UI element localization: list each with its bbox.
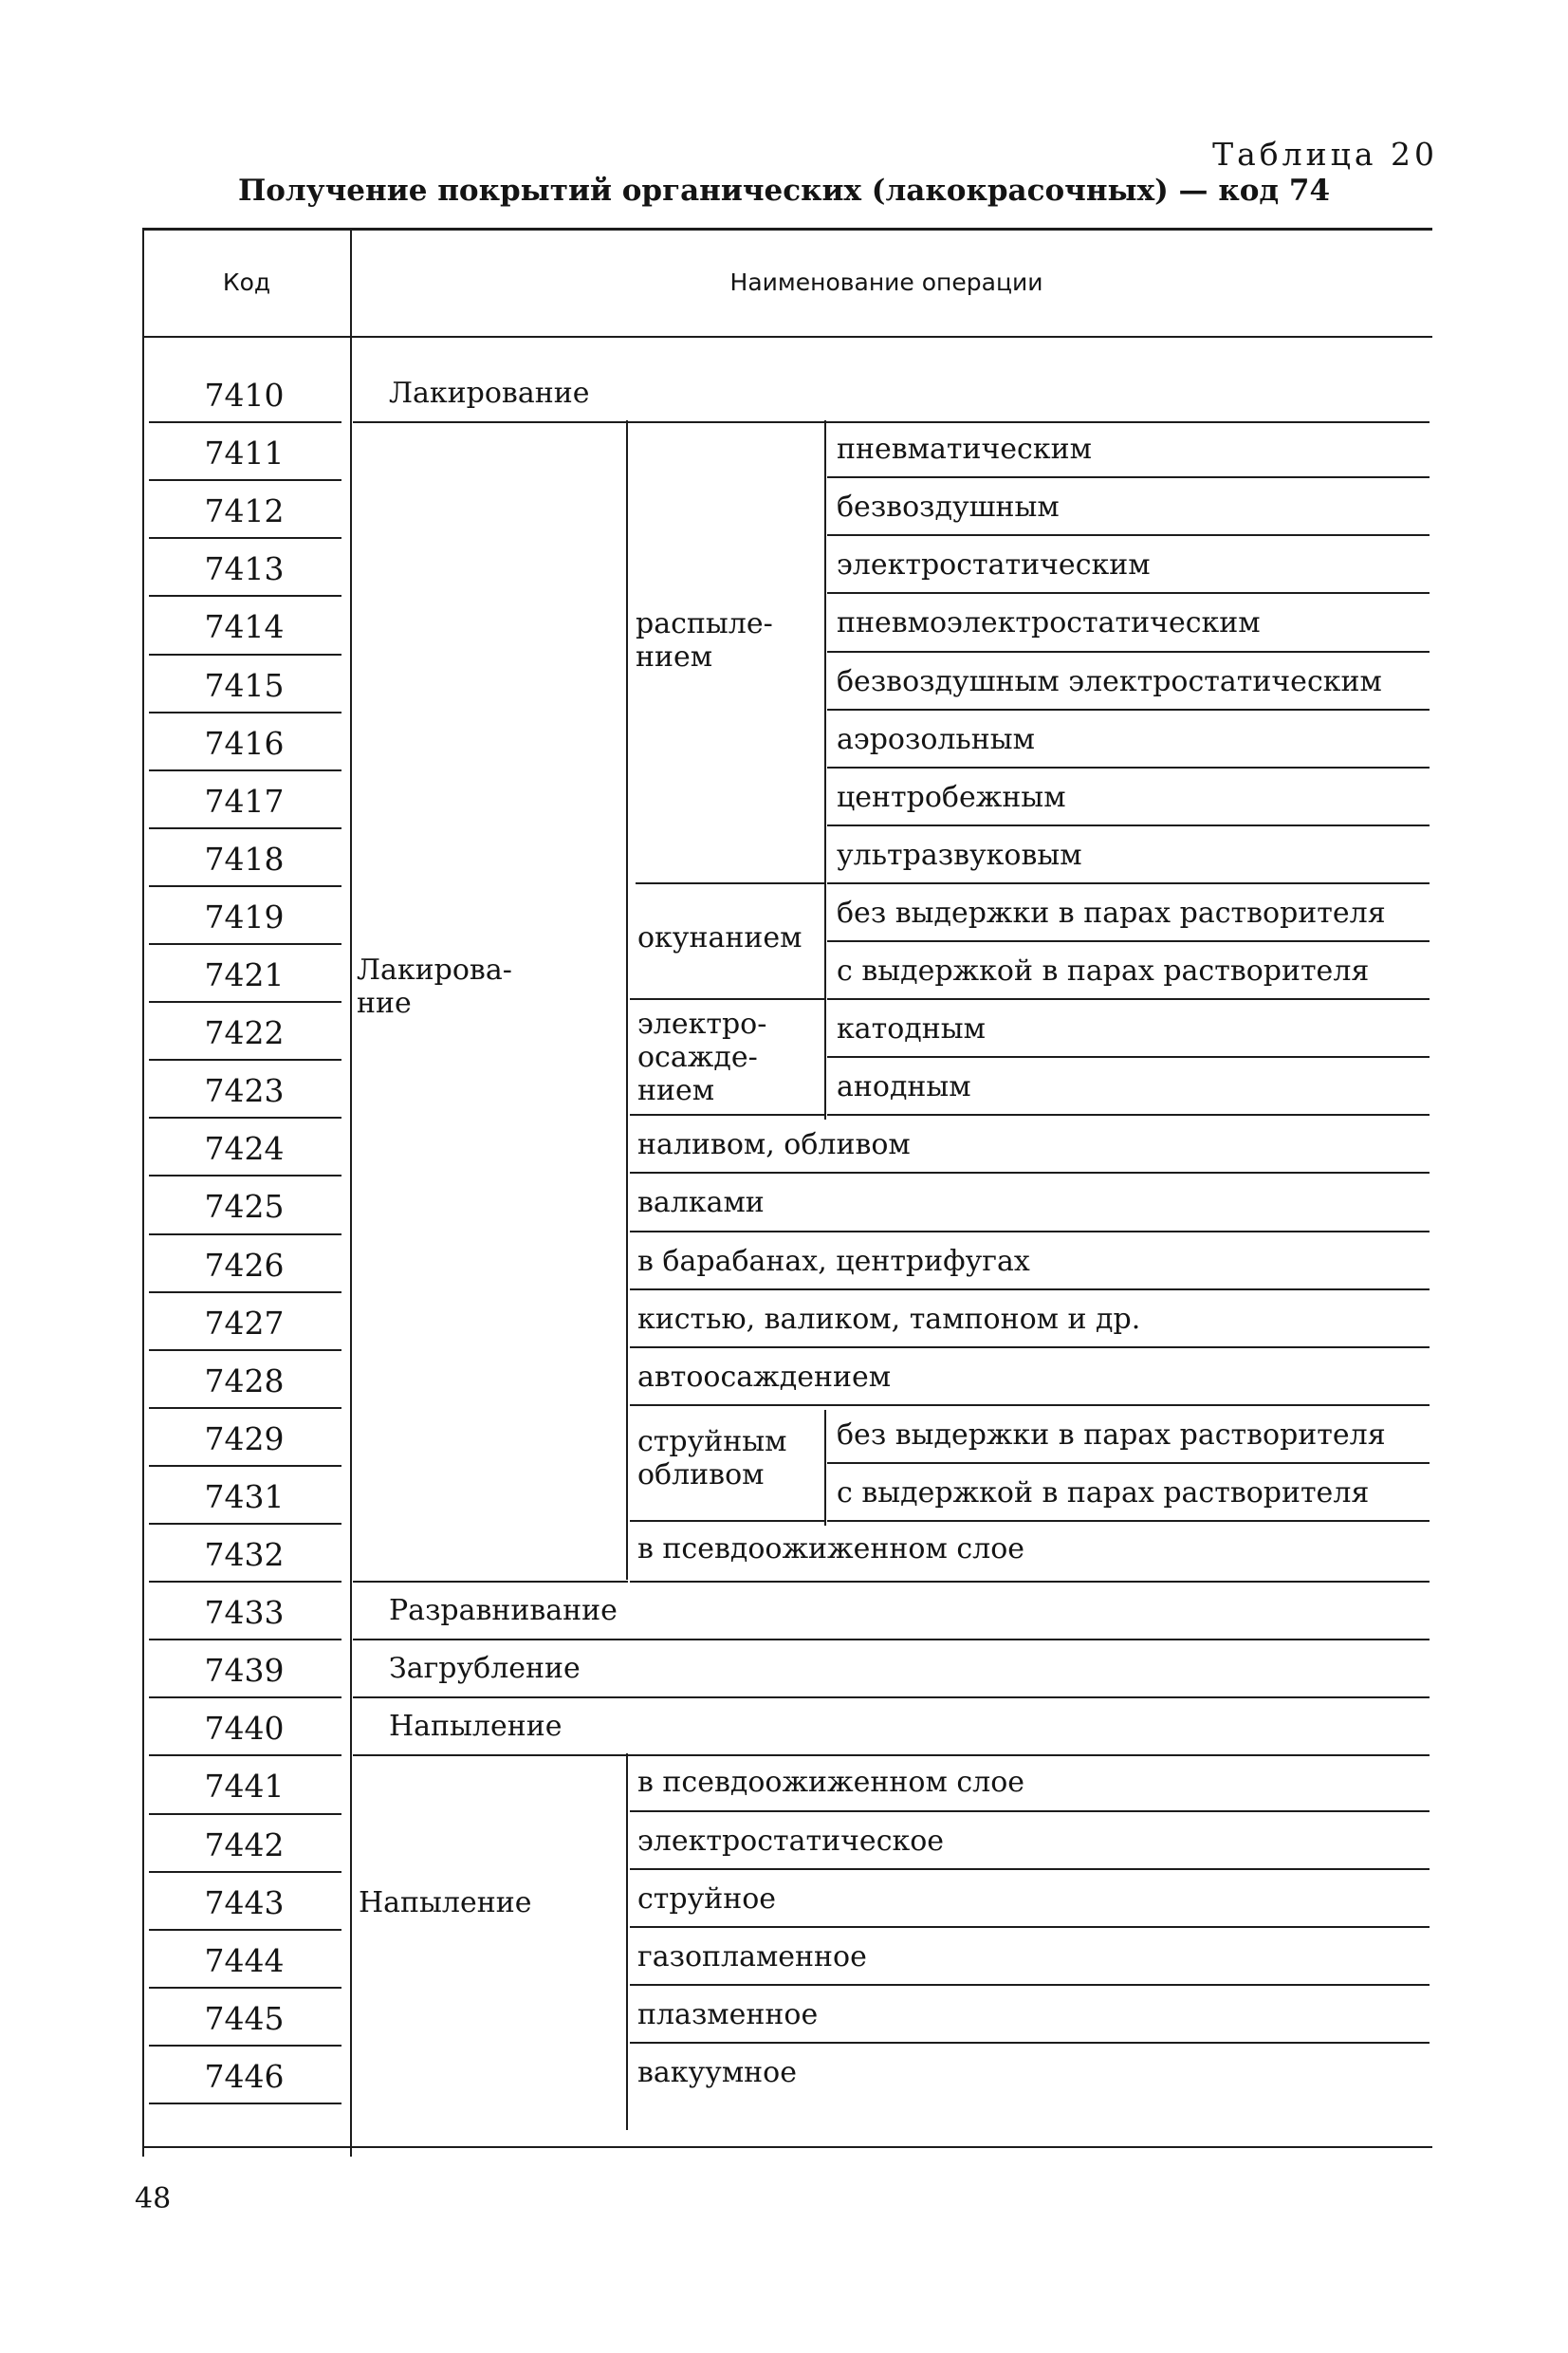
code-row-rule xyxy=(149,1754,341,1756)
spray-method-label: распыле- нием xyxy=(636,607,773,674)
code-row-rule xyxy=(149,885,341,887)
row-rule xyxy=(827,476,1430,478)
row-rule xyxy=(827,534,1430,536)
electro-variant: анодным xyxy=(837,1070,971,1103)
rollers-method-label: валками xyxy=(637,1186,765,1219)
row-rule xyxy=(827,998,1430,1000)
code-row-rule xyxy=(149,827,341,829)
code-cell: 7429 xyxy=(204,1420,285,1457)
code-cell: 7415 xyxy=(204,667,285,704)
code-row-rule xyxy=(149,1639,341,1640)
code-column-divider xyxy=(350,231,352,2157)
page-number: 48 xyxy=(135,2182,172,2215)
table-top-rule xyxy=(142,228,1432,231)
header-operation-name: Наименование операции xyxy=(729,269,1043,296)
row-rule xyxy=(827,940,1430,942)
code-cell: 7413 xyxy=(204,550,285,587)
spray-variant: безвоздушным электростатическим xyxy=(837,665,1382,698)
code-cell: 7428 xyxy=(204,1362,285,1399)
electro-variant: катодным xyxy=(837,1012,986,1046)
table-bottom-rule xyxy=(142,2146,1432,2148)
spraying-variant: газопламенное xyxy=(637,1940,867,1973)
row-rule xyxy=(630,1868,1430,1870)
code-cell: 7431 xyxy=(204,1478,285,1515)
code-cell: 7414 xyxy=(204,608,285,645)
code-row-rule xyxy=(149,479,341,481)
table-title: Получение покрытий органических (лакокрасочных) — код 74 xyxy=(237,174,1331,208)
code-cell: 7439 xyxy=(204,1652,285,1689)
row-rule xyxy=(630,1581,1430,1583)
dip-variant: без выдержки в парах растворителя xyxy=(837,897,1386,930)
jet-variant: с выдержкой в парах растворителя xyxy=(837,1476,1370,1510)
code-cell: 7412 xyxy=(204,492,285,529)
method-rule xyxy=(630,1114,825,1116)
jet-variant: без выдержки в парах растворителя xyxy=(837,1418,1386,1452)
code-cell: 7416 xyxy=(204,725,285,762)
row-rule xyxy=(827,1114,1430,1116)
spray-variant: пневматическим xyxy=(837,433,1092,466)
code-row-rule xyxy=(149,1349,341,1351)
code-row-rule xyxy=(149,1871,341,1873)
fluidized-method-label: в псевдоожиженном слое xyxy=(637,1532,1025,1566)
method-rule xyxy=(630,1520,825,1522)
code-cell: 7426 xyxy=(204,1247,285,1284)
row-rule xyxy=(630,1231,1430,1232)
row-rule xyxy=(630,1288,1430,1290)
code-cell: 7417 xyxy=(204,783,285,820)
code-row-rule xyxy=(149,2103,341,2104)
code-row-rule xyxy=(149,1059,341,1061)
code-cell: 7442 xyxy=(204,1826,285,1863)
row-rule xyxy=(827,1462,1430,1464)
code-row-rule xyxy=(149,1465,341,1467)
lacquering-group-label: Лакирова- ние xyxy=(357,954,512,1020)
spray-variant: центробежным xyxy=(837,781,1066,814)
code-cell: 7441 xyxy=(204,1768,285,1805)
code-row-rule xyxy=(149,1696,341,1698)
code-row-rule xyxy=(149,712,341,713)
drums-method-label: в барабанах, центрифугах xyxy=(637,1245,1030,1278)
code-cell: 7423 xyxy=(204,1072,285,1109)
code-row-rule xyxy=(149,1407,341,1409)
row-rule xyxy=(827,767,1430,769)
code-row-rule xyxy=(149,654,341,656)
row-rule xyxy=(630,1172,1430,1174)
variant-divider-electro xyxy=(824,1004,826,1120)
jet-method-label: струйным обливом xyxy=(637,1425,787,1491)
table-left-border xyxy=(142,231,144,2157)
table-label: Таблица 20 xyxy=(1212,136,1438,173)
row-rule xyxy=(827,882,1430,884)
brush-method-label: кистью, валиком, тампоном и др. xyxy=(637,1303,1141,1336)
code-cell: 7422 xyxy=(204,1014,285,1051)
row-rule xyxy=(827,1056,1430,1058)
group-rule xyxy=(353,1581,628,1583)
lacquering-label: Лакирование xyxy=(389,377,590,410)
spraying-variant: в псевдоожиженном слое xyxy=(637,1766,1025,1799)
row-rule xyxy=(827,1520,1430,1522)
code-cell: 7418 xyxy=(204,841,285,878)
spraying-variant: плазменное xyxy=(637,1998,819,2031)
row-rule xyxy=(353,1754,1430,1756)
row-rule xyxy=(827,824,1430,826)
dip-variant: с выдержкой в парах растворителя xyxy=(837,954,1370,988)
autodeposition-method-label: автоосаждением xyxy=(637,1361,892,1394)
method-column-divider xyxy=(626,1753,628,2130)
code-cell: 7424 xyxy=(204,1130,285,1167)
row-rule xyxy=(630,1984,1430,1986)
row-rule xyxy=(630,1346,1430,1348)
code-row-rule xyxy=(149,1001,341,1003)
code-cell: 7440 xyxy=(204,1710,285,1747)
pour-method-label: наливом, обливом xyxy=(637,1128,911,1161)
row-rule xyxy=(827,592,1430,594)
dip-method-label: окунанием xyxy=(637,921,802,954)
code-cell: 7445 xyxy=(204,2000,285,2037)
variant-divider-dip xyxy=(824,888,826,1004)
code-row-rule xyxy=(149,769,341,771)
code-cell: 7410 xyxy=(204,377,285,414)
row-rule xyxy=(353,1696,1430,1698)
code-row-rule xyxy=(149,2045,341,2047)
row-rule xyxy=(630,2042,1430,2044)
code-cell: 7427 xyxy=(204,1305,285,1342)
method-column-divider xyxy=(626,420,628,1580)
code-cell: 7443 xyxy=(204,1884,285,1921)
electrodeposition-method-label: электро- осаждe- нием xyxy=(637,1008,767,1107)
spray-variant: безвоздушным xyxy=(837,491,1060,524)
spraying-variant: вакуумное xyxy=(637,2056,797,2089)
code-row-rule xyxy=(149,1175,341,1176)
variant-divider-jet xyxy=(824,1410,826,1526)
row-rule xyxy=(630,1926,1430,1928)
code-row-rule xyxy=(149,1929,341,1931)
spray-variant: аэрозольным xyxy=(837,723,1035,756)
code-row-rule xyxy=(149,421,341,423)
code-cell: 7432 xyxy=(204,1536,285,1573)
code-row-rule xyxy=(149,1523,341,1525)
row-rule xyxy=(827,709,1430,711)
spraying-label: Напыление xyxy=(389,1710,563,1743)
code-cell: 7411 xyxy=(204,435,285,472)
code-cell: 7446 xyxy=(204,2058,285,2095)
row-rule xyxy=(353,1639,1430,1640)
spray-variant: ультразвуковым xyxy=(837,839,1082,872)
code-row-rule xyxy=(149,1233,341,1235)
header-code: Код xyxy=(222,269,271,296)
roughening-label: Загрубление xyxy=(389,1652,581,1685)
code-cell: 7444 xyxy=(204,1942,285,1979)
header-bottom-rule xyxy=(142,336,1432,338)
code-cell: 7419 xyxy=(204,899,285,936)
code-row-rule xyxy=(149,1581,341,1583)
code-row-rule xyxy=(149,1987,341,1989)
row-rule xyxy=(630,1404,1430,1406)
spray-variant: пневмоэлектростатическим xyxy=(837,606,1261,639)
method-rule xyxy=(630,998,825,1000)
code-row-rule xyxy=(149,595,341,597)
row-rule xyxy=(630,1810,1430,1812)
code-cell: 7433 xyxy=(204,1594,285,1631)
row-rule xyxy=(827,651,1430,653)
spray-variant: электростатическим xyxy=(837,548,1151,582)
variant-divider-spray xyxy=(824,420,826,888)
spraying-group-label: Напыление xyxy=(359,1886,532,1919)
code-row-rule xyxy=(149,1291,341,1293)
code-row-rule xyxy=(149,943,341,945)
code-row-rule xyxy=(149,1813,341,1815)
code-cell: 7421 xyxy=(204,956,285,993)
spraying-variant: электростатическое xyxy=(637,1825,945,1858)
leveling-label: Разравнивание xyxy=(389,1594,618,1627)
method-rule xyxy=(636,882,825,884)
code-row-rule xyxy=(149,537,341,539)
code-row-rule xyxy=(149,1117,341,1119)
code-cell: 7425 xyxy=(204,1188,285,1225)
row-rule xyxy=(353,421,1430,423)
spraying-variant: струйное xyxy=(637,1882,777,1916)
